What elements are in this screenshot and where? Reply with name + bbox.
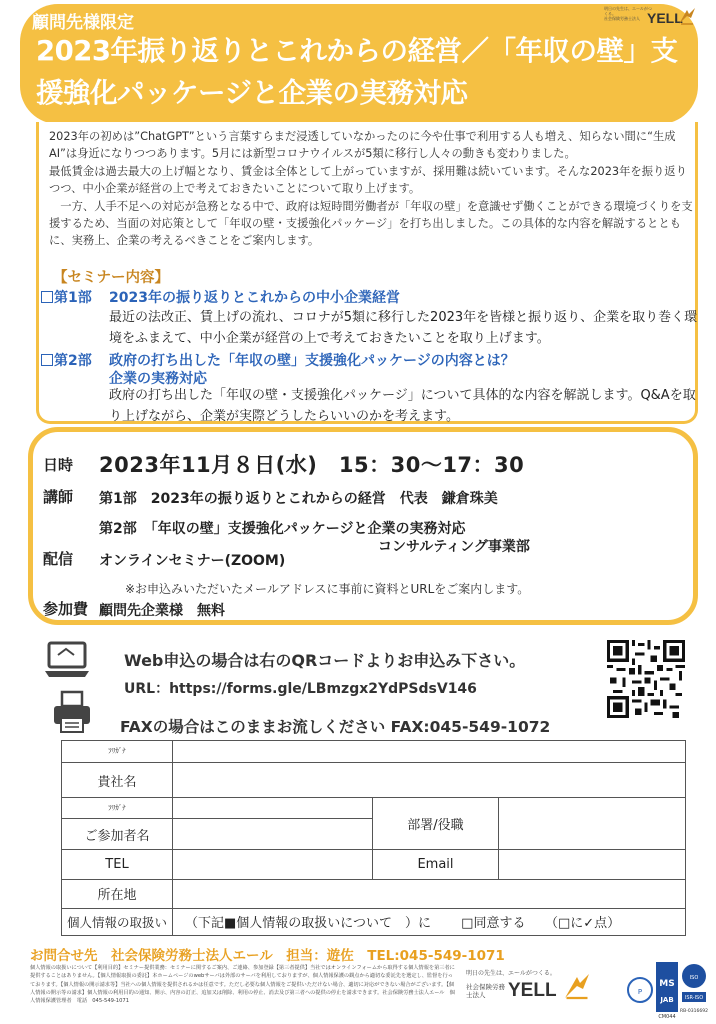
svg-text:ISR-ISO: ISR-ISO <box>684 995 704 1001</box>
apply-url[interactable]: URL：https://forms.gle/LBmzgx2YdPSdsV146 <box>124 681 477 697</box>
yell-logo-top <box>604 6 696 28</box>
part1-label: 第1部 <box>41 287 92 307</box>
certification-marks <box>626 958 708 1020</box>
logo-tagline: 明日の先生は、エールがつくる。 社会保険労務士法人 <box>604 6 652 21</box>
privacy-consent[interactable]: （下記■個人情報の取扱いについて ）に □同意する （□に✓点） <box>173 908 686 935</box>
svg-text:MS: MS <box>659 979 675 989</box>
logo-corp: 社会保険労務士法人 <box>466 983 505 999</box>
web-apply-text: Web申込の場合は右のQRコードよりお申込み下さい。 <box>124 651 526 670</box>
checkbox-square-icon <box>41 291 53 303</box>
company-label: 貴社名 <box>62 762 173 797</box>
page-title: 2023年振り返りとこれからの経営／「年収の壁」支援強化パッケージと企業の実務対応 <box>36 35 678 109</box>
furigana-label: ﾌﾘｶﾞﾅ <box>62 798 173 819</box>
part2-label: 第2部 <box>41 350 92 370</box>
part2-title: 政府の打ち出した「年収の壁」支援強化パッケージの内容とは？ <box>109 353 515 369</box>
logo-brand: YELL <box>647 10 683 26</box>
fee-value: 顧問先企業様 無料 <box>99 603 225 619</box>
speaker2-dept: コンサルティング事業部 <box>378 539 530 555</box>
participant-furigana-field[interactable] <box>173 798 373 819</box>
part2-subtitle: 企業の実務対応 <box>109 371 207 387</box>
svg-text:P: P <box>637 988 643 996</box>
contact-info: お問合せ先 社会保険労務士法人エール 担当：遊佐 TEL:045-549-1071 <box>30 948 505 964</box>
part2-desc: 政府の打ち出した「年収の壁・支援強化パッケージ」について具体的な内容を解説します。Q&Aを取り上げながら、企業が実際どうしたらいいのかを考えます。 <box>109 388 696 424</box>
participant-label: ご参加者名 <box>62 819 173 850</box>
privacy-label: 個人情報の取扱い <box>62 908 173 935</box>
tel-field[interactable] <box>173 850 373 879</box>
fax-apply-text: FAXの場合はこのままお流しください FAX:045-549-1072 <box>120 718 551 736</box>
fee-label: 参加費 <box>43 600 89 618</box>
dept-label: 部署/役職 <box>373 798 499 850</box>
intro-paragraph: 最低賃金は過去最大の上げ幅となり、賃金は全体として上がっていますが、採用難は続いています。そんな2023年を振り返りつつ、中小企業が経営の上で考えておきたいことについて取り上げます。 <box>49 164 687 196</box>
stream-value: オンラインセミナー(ZOOM) <box>99 553 286 569</box>
seminar-heading: 【セミナー内容】 <box>53 270 169 286</box>
yell-mark-icon <box>562 970 592 1002</box>
intro-paragraph: 一方、人手不足への対応が急務となる中で、政府は短時間労働者が「年収の壁」を意識せず働くことができる環境づくりを支援するため、当面の対応策として「年収の壁・支援強化パッケージ」を打ち出しました。この具体的な内容を解説するとともに、実務上、企業の考えるべきことをご案内します。 <box>49 199 693 248</box>
yell-logo-bottom <box>462 966 622 1016</box>
participant-field[interactable] <box>173 819 373 850</box>
intro-box <box>36 122 698 424</box>
company-field[interactable] <box>173 762 686 797</box>
date-label: 日時 <box>43 456 74 474</box>
svg-text:JAB: JAB <box>660 996 674 1004</box>
company-furigana-field[interactable] <box>173 741 686 763</box>
address-field[interactable] <box>173 879 686 908</box>
fax-icon <box>52 690 92 734</box>
part1-title: 2023年の振り返りとこれからの中小企業経営 <box>109 290 400 306</box>
logo-brand: YELL <box>508 980 557 1001</box>
part1-desc: 最近の法改正、賃上げの流れ、コロナが5類に移行した2023年を皆様と振り返り、企業を取り巻く環境をふまえて、中小企業が経営の上で考えておきたいことを取り上げます。 <box>109 310 698 346</box>
stream-label: 配信 <box>43 550 74 568</box>
svg-text:ISO: ISO <box>689 975 699 981</box>
email-field[interactable] <box>499 850 686 879</box>
furigana-label: ﾌﾘｶﾞﾅ <box>62 741 173 763</box>
svg-text:RB-0316692: RB-0316692 <box>680 1009 708 1014</box>
speaker2: 第2部 「年収の壁」支援強化パッケージと企業の実務対応 <box>99 521 466 537</box>
privacy-notice: 個人情報の取扱いについて【利用目的】セミナー提供業務：セミナーに関するご案内、ご連絡、参加登録【第三者提供】当社ではオンラインフォームから取得する個人情報を第三者に提供することはありません。【個人情報取扱の委託】本ホームページのwebサーバは外部のサーバを利用しておりますが、個人情報保護の観点から適切な委託先を選定し、監督を行っております。【個人情報の開示請求等】当社への個人情報を提供されるかは任意です。ただし必要な個人情報をご提供いただけない場合、適切に対応ができない場合がございます。【個人情報の開示等の請求】個人情報の利用目的の通知、開示、内容の訂正、追加又は削除、利用の停止、消去及び第三者への提供の停止を請求できます。社会保険労務士法人エール 個人情報保護管理者 電話 045-549-1071 <box>30 965 455 1005</box>
limited-label: 顧問先様限定 <box>32 13 134 33</box>
email-label: Email <box>373 850 499 879</box>
yell-mark-icon <box>677 6 697 26</box>
svg-text:CM044: CM044 <box>658 1014 676 1020</box>
intro-text <box>49 128 695 250</box>
event-info-box <box>28 427 698 625</box>
date-value: 2023年11月８日(水) 15：30～17：30 <box>99 453 525 477</box>
dept-field[interactable] <box>499 798 686 850</box>
speaker1: 第1部 2023年の振り返りとこれからの経営 代表 鎌倉珠美 <box>99 491 498 507</box>
checkbox-square-icon <box>41 354 53 366</box>
info-note: ※お申込みいただいたメールアドレスに事前に資料とURLをご案内します。 <box>125 582 530 596</box>
speaker-label: 講師 <box>43 488 74 506</box>
logo-tagline: 明日の先生は、エールがつくる。 <box>466 970 556 977</box>
intro-paragraph: 2023年の初めは”ChatGPT”という言葉すらまだ浸透していなかったのに今や仕事で利用する人も増え、知らない間に“生成AI”は身近になりつつあります。5月には新型コロナウイルスが5類に移行し人々の動きも変わりました。 <box>49 130 676 161</box>
tel-label: TEL <box>62 850 173 879</box>
computer-icon <box>44 641 90 681</box>
qr-code[interactable] <box>607 640 685 718</box>
address-label: 所在地 <box>62 879 173 908</box>
registration-form <box>61 740 686 936</box>
